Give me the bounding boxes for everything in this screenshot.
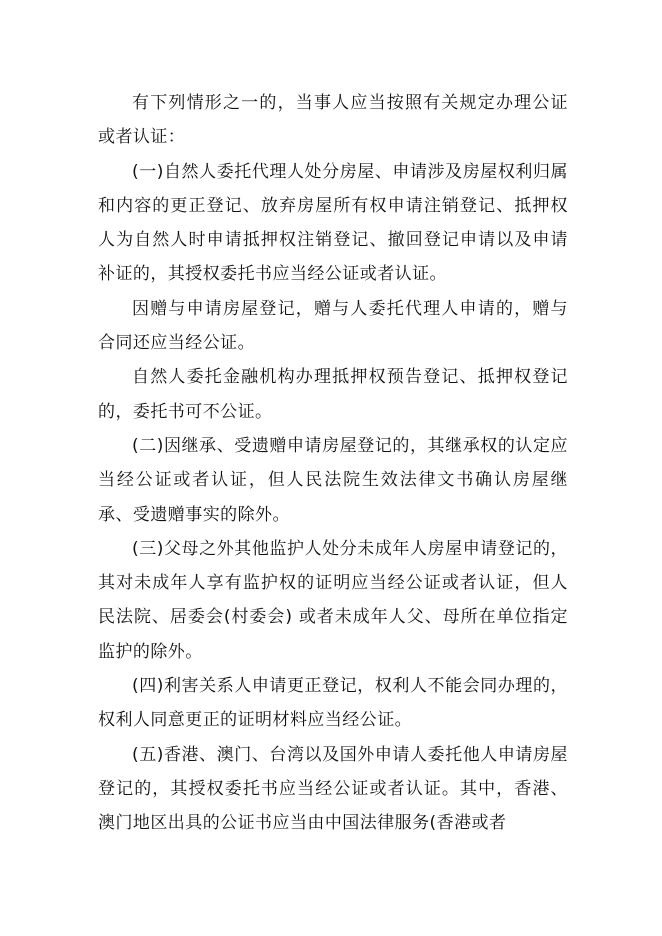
paragraph-item-2: (二)因继承、受遗赠申请房屋登记的，其继承权的认定应当经公证或者认证，但人民法院生效法律文书确认房屋继承、受遗赠事实的除外。 <box>98 435 568 525</box>
paragraph-item-1: (一)自然人委托代理人处分房屋、申请涉及房屋权利归属和内容的更正登记、放弃房屋所有权申请注销登记、抵押权人为自然人时申请抵押权注销登记、撤回登记申请以及申请补证的，其授权委托书应当经公证或者认证。 <box>98 161 568 285</box>
paragraph-item-3: (三)父母之外其他监护人处分未成年人房屋申请登记的，其对未成年人享有监护权的证明应当经公证或者认证，但人民法院、居委会(村委会) 或者未成年人父、母所在单位指定监护的除外。 <box>98 538 568 662</box>
paragraph-intro: 有下列情形之一的，当事人应当按照有关规定办理公证或者认证： <box>98 93 568 148</box>
document-page <box>98 86 568 841</box>
paragraph-financial-institution: 自然人委托金融机构办理抵押权预告登记、抵押权登记的，委托书可不公证。 <box>98 367 568 422</box>
paragraph-item-4: (四)利害关系人申请更正登记，权利人不能会同办理的，权利人同意更正的证明材料应当经公证。 <box>98 676 568 731</box>
paragraph-gift: 因赠与申请房屋登记，赠与人委托代理人申请的，赠与合同还应当经公证。 <box>98 298 568 354</box>
paragraph-item-5: (五)香港、澳门、台湾以及国外申请人委托他人申请房屋登记的，其授权委托书应当经公证或者认证。其中，香港、澳门地区出具的公证书应当由中国法律服务(香港或者 <box>98 744 568 834</box>
